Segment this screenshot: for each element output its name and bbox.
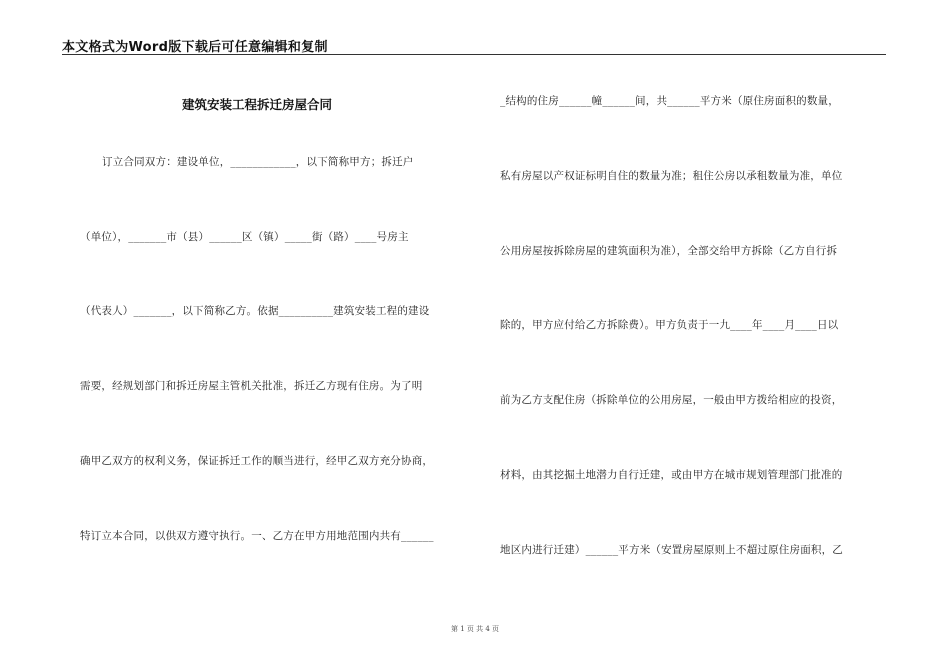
right-line-3: 公用房屋按拆除房屋的建筑面积为准），全部交给甲方拆除（乙方自行拆 [500, 245, 838, 257]
left-line-6: 特订立本合同，以供双方遵守执行。一、乙方在甲方用地范围内共有______ [80, 530, 434, 542]
left-line-2: （单位），_______市（县）______区（镇）_____街（路）____号房主 [80, 231, 409, 243]
right-line-2: 私有房屋以产权证标明自住的数量为准；租住公房以承租数量为准，单位 [500, 170, 843, 182]
right-line-4: 除的，甲方应付给乙方拆除费）。甲方负责于一九____年____月____日以 [500, 319, 839, 331]
right-line-6: 材料，由其挖掘土地潜力自行迁建，或由甲方在城市规划管理部门批准的 [500, 469, 843, 481]
right-line-7: 地区内进行迁建）______平方米（安置房屋原则上不超过原住房面积，乙 [500, 544, 843, 556]
header-title: 本文格式为Word版下载后可任意编辑和复制 [62, 40, 328, 55]
right-line-1: _结构的住房______幢______间，共______平方米（原住房面积的数量， [500, 95, 839, 107]
right-line-5: 前为乙方支配住房（拆除单位的公用房屋，一般由甲方拨给相应的投资， [500, 394, 843, 406]
page-header [62, 34, 886, 55]
left-line-4: 需要，经规划部门和拆迁房屋主管机关批准，拆迁乙方现有住房。为了明 [80, 380, 423, 392]
page-footer: 第 1 页 共 4 页 [450, 625, 500, 633]
left-line-5: 确甲乙双方的权利义务，保证拆迁工作的顺当进行，经甲乙双方充分协商， [80, 455, 434, 467]
left-line-3: （代表人）_______，以下简称乙方。依据__________建筑安装工程的建设 [80, 305, 430, 317]
left-line-1: 订立合同双方：建设单位，____________，以下简称甲方；拆迁户 [102, 156, 414, 168]
document-title: 建筑安装工程拆迁房屋合同 [182, 97, 333, 112]
